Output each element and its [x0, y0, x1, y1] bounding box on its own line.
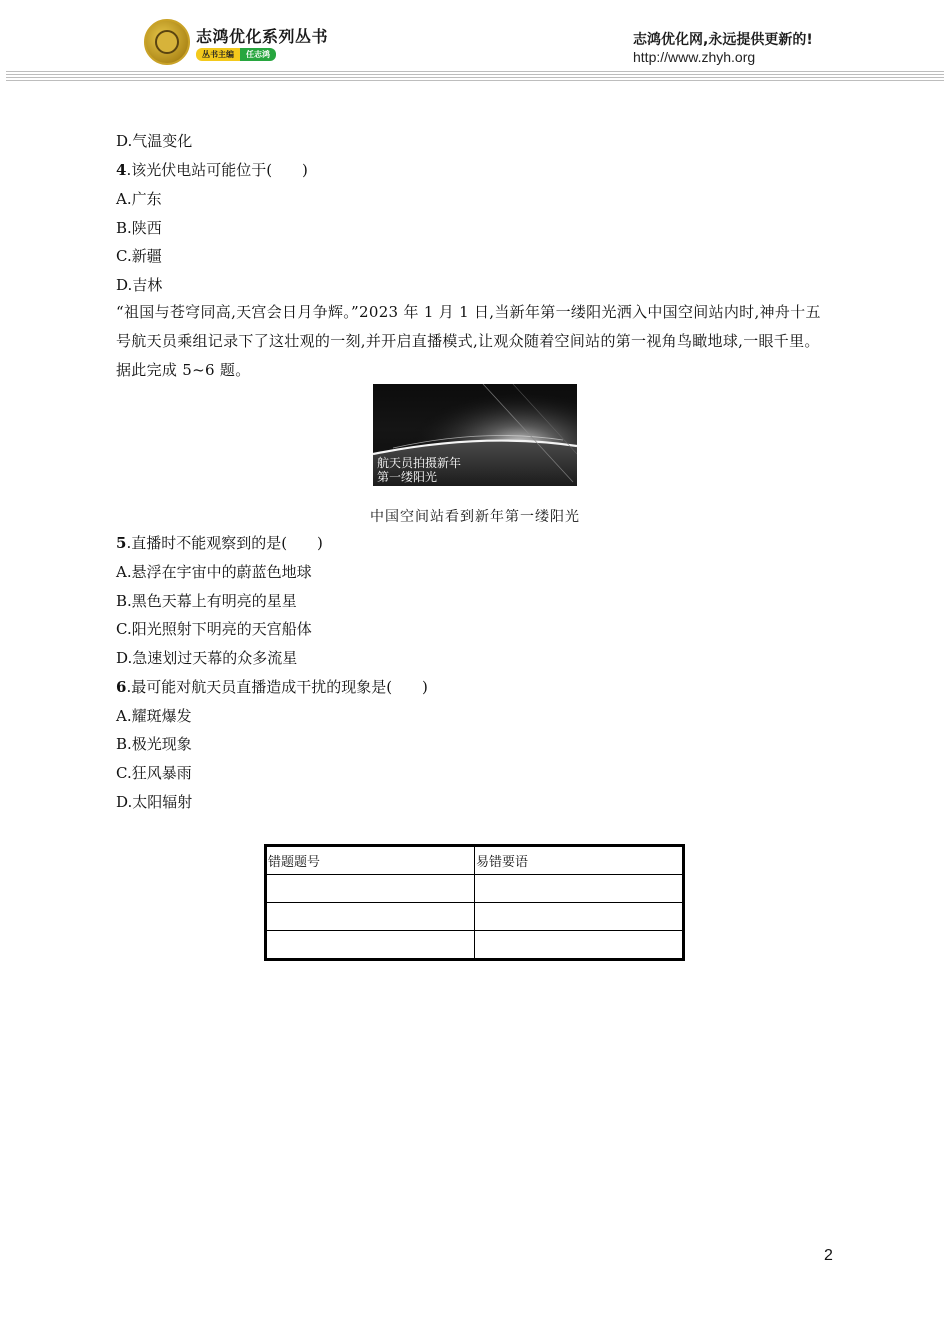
figure-caption: 中国空间站看到新年第一缕阳光: [370, 509, 580, 525]
table-cell[interactable]: [266, 903, 475, 931]
q5-stem: [116, 533, 323, 553]
table-row: [266, 903, 684, 931]
table-cell[interactable]: [266, 931, 475, 960]
q5-option-c: C.阳光照射下明亮的天宫船体: [116, 620, 312, 638]
photo-overlay-line1: 航天员拍摄新年: [377, 456, 462, 470]
q5-stem-text: .直播时不能观察到的是( ): [126, 534, 323, 552]
tag-editor: 丛书主编: [196, 48, 240, 61]
photo-overlay-line2: 第一缕阳光: [377, 470, 438, 484]
page-header: [0, 0, 950, 82]
passage-text: “祖国与苍穹同高,天宫会日月争辉。”2023 年 1 月 1 日,当新年第一缕阳光洒入中国空间站内时,神舟十五号航天员乘组记录下了这壮观的一刻,并开启直播模式,让观众随着空间站的第一视角鸟瞰地球,一眼千里。据此完成 5~6 题。: [116, 303, 821, 379]
q4-stem: [116, 160, 308, 180]
q4-option-c: C.新疆: [116, 247, 162, 265]
table-header-row: [266, 846, 684, 875]
header-divider: [6, 71, 944, 81]
header-url[interactable]: http://www.zhyh.org: [633, 49, 756, 65]
page-number: 2: [824, 1247, 833, 1264]
q6-option-b: B.极光现象: [116, 735, 192, 753]
q6-option-c: C.狂风暴雨: [116, 764, 192, 782]
q4-option-a: A.广东: [116, 190, 162, 208]
q5-option-d: D.急速划过天幕的众多流星: [116, 649, 298, 667]
table-cell[interactable]: [475, 931, 684, 960]
q6-number: 6: [116, 678, 127, 696]
q6-option-a: A.耀斑爆发: [116, 707, 192, 725]
brand-logo-icon: [144, 19, 190, 65]
tag-name: 任志鸿: [240, 48, 276, 61]
q3-option-d: D.气温变化: [116, 132, 193, 150]
q6-stem-text: .最可能对航天员直播造成干扰的现象是( ): [126, 678, 428, 696]
brand-title: 志鸿优化系列丛书: [196, 27, 329, 46]
q5-number: 5: [116, 534, 127, 552]
error-log-table: [264, 844, 685, 961]
q4-stem-text: .该光伏电站可能位于( ): [126, 161, 308, 179]
table-row: [266, 875, 684, 903]
q6-option-d: D.太阳辐射: [116, 793, 193, 811]
table-cell[interactable]: [475, 903, 684, 931]
header-slogan: 志鸿优化网,永远提供更新的!: [633, 32, 813, 48]
table-cell[interactable]: [475, 875, 684, 903]
header-error-number: 错题题号: [266, 846, 475, 875]
q4-option-d: D.吉林: [116, 276, 163, 294]
table-row: [266, 931, 684, 960]
table-cell[interactable]: [266, 875, 475, 903]
header-error-notes: 易错要语: [475, 846, 684, 875]
space-station-photo: [373, 384, 577, 486]
q6-stem: [116, 677, 428, 697]
q4-number: 4: [116, 161, 127, 179]
q5-option-b: B.黑色天幕上有明亮的星星: [116, 592, 297, 610]
q4-option-b: B.陕西: [116, 219, 162, 237]
brand-tags: [196, 48, 276, 61]
q5-option-a: A.悬浮在宇宙中的蔚蓝色地球: [116, 563, 312, 581]
